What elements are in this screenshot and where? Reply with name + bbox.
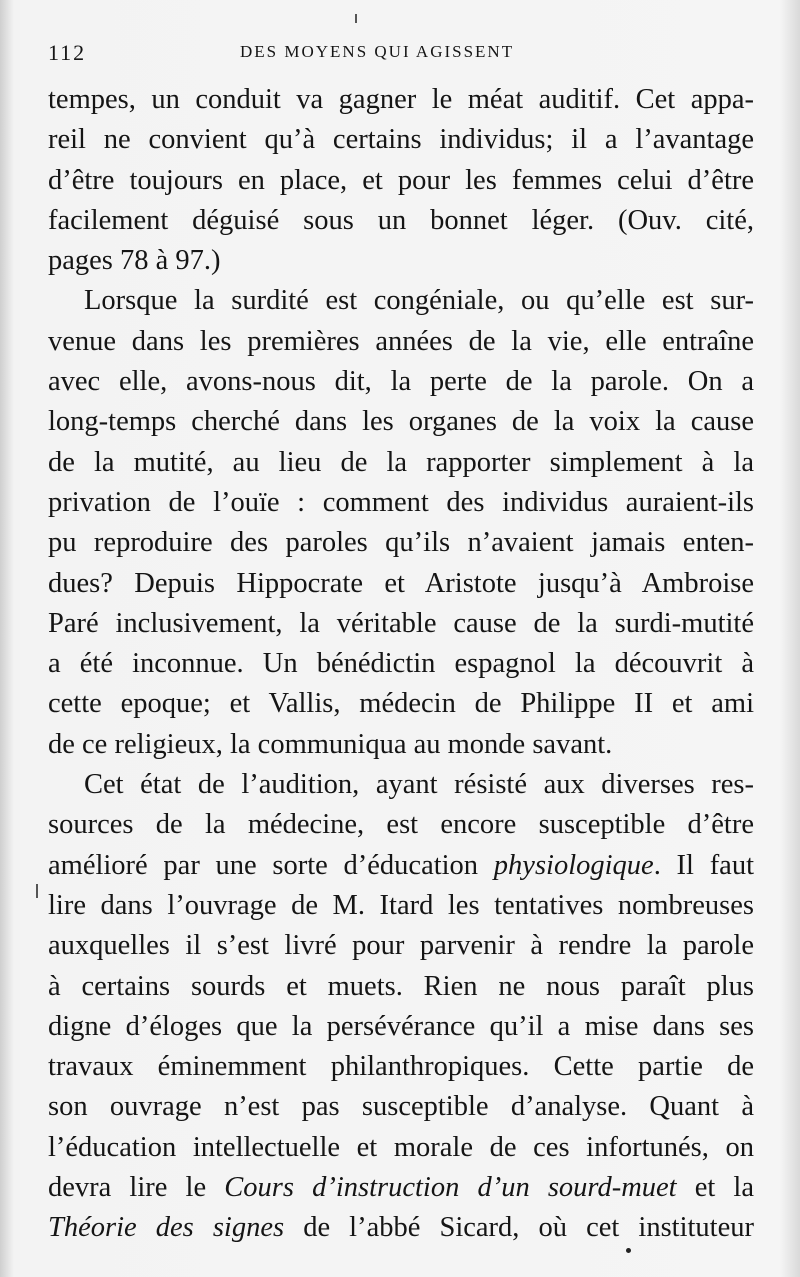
text-line: reil ne convient qu’à certains individus; il a l’avantage [48,124,754,156]
text-segment: de l’abbé Sicard, où cet instituteur [303,1212,754,1244]
text-segment: et la [694,1172,755,1204]
running-title: DES MOYENS QUI AGISSENT [240,42,515,61]
text-line [48,846,754,886]
text-line: lire dans l’ouvrage de M. Itard les tentatives nombreuses [48,889,754,921]
text-line: venue dans les premières années de la vie, elle entraîne [48,325,754,357]
text-line: tempes, un conduit va gagner le méat auditif. Cet appa- [48,84,754,115]
text-line: l’éducation intellectuelle et morale de ces infortunés, on [48,1131,754,1163]
page-number: 112 [48,40,87,65]
text-line: Paré inclusivement, la véritable cause de la surdi-mutité [48,607,754,639]
ink-speck [36,884,38,898]
italic-title: Cours d’instruction d’un sourd-muet [224,1172,677,1204]
italic-term: physiologique [493,849,654,881]
text-line: digne d’éloges que la persévérance qu’il a mise dans ses [48,1010,754,1042]
text-line: de ce religieux, la communiqua au monde savant. [48,728,613,760]
ink-speck [355,14,357,23]
text-segment: . Il faut [653,849,754,881]
text-line: à certains sourds et muets. Rien ne nous paraît plus [48,970,754,1002]
text-line: pages 78 à 97.) [48,245,221,277]
text-line [48,1208,754,1248]
text-line: dues? Depuis Hippocrate et Aristote jusqu’à Ambroise [48,567,754,599]
text-line: travaux éminemment philanthropiques. Cette partie de [48,1051,754,1083]
text-line: son ouvrage n’est pas susceptible d’analyse. Quant à [48,1091,754,1123]
ink-dot [626,1248,631,1253]
text-line: de la mutité, au lieu de la rapporter simplement à la [48,446,754,478]
text-line: facilement déguisé sous un bonnet léger. (Ouv. cité, [48,204,754,236]
text-line: a été inconnue. Un bénédictin espagnol la découvrit à [48,648,754,680]
text-line: Lorsque la surdité est congéniale, ou qu’elle est sur- [84,285,754,317]
text-line: privation de l’ouïe : comment des individus auraient-ils [48,486,754,518]
text-line: sources de la médecine, est encore susceptible d’être [48,809,754,841]
text-line: long-temps cherché dans les organes de la voix la cause [48,406,754,438]
text-segment: devra lire le [48,1172,207,1204]
text-line: avec elle, avons-nous dit, la perte de la parole. On a [48,366,754,398]
text-line: cette epoque; et Vallis, médecin de Philippe II et ami [48,688,754,720]
text-line: auxquelles il s’est livré pour parvenir à rendre la parole [48,930,754,962]
text-line: d’être toujours en place, et pour les femmes celui d’être [48,164,754,196]
text-line [48,1168,754,1208]
text-line: Cet état de l’audition, ayant résisté aux diverses res- [84,769,754,801]
italic-title: Théorie des signes [48,1212,285,1244]
running-header [0,34,800,74]
text-segment: amélioré par une sorte d’éducation [48,849,479,881]
body-text [48,80,754,1249]
text-line: pu reproduire des paroles qu’ils n’avaient jamais enten- [48,527,754,559]
